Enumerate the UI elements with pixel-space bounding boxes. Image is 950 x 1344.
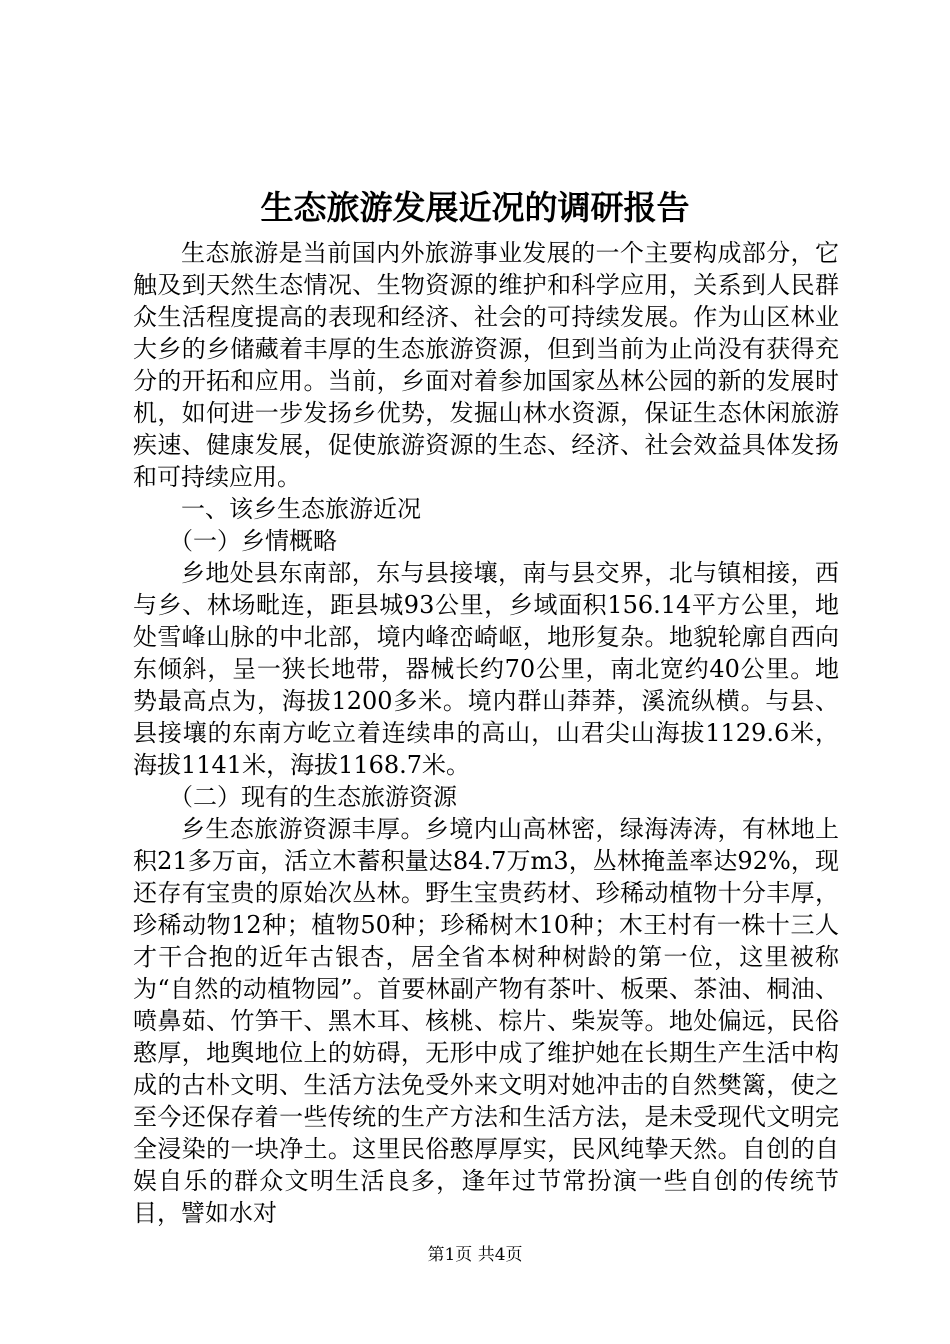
- subsection-heading-2: （二）现有的生态旅游资源: [169, 783, 457, 811]
- subsection-heading-1: （一）乡情概略: [169, 527, 337, 555]
- document-body: [133, 237, 839, 1229]
- intro-paragraph: 生态旅游是当前国内外旅游事业发展的一个主要构成部分，它触及到天然生态情况、生物资源的维护和科学应用，关系到人民群众生活程度提高的表现和经济、社会的可持续发展。作为山区林业大乡的乡储藏着丰厚的生态旅游资源，但到当前为止尚没有获得充分的开拓和应用。当前，乡面对着参加国家丛林公园的新的发展时机，如何进一步发扬乡优势，发掘山林水资源，保证生态休闲旅游疾速、健康发展，促使旅游资源的生态、经济、社会效益具体发扬和可持续应用。: [133, 239, 839, 491]
- page-footer: 第1页 共4页: [427, 1245, 523, 1265]
- resources-paragraph: 乡生态旅游资源丰厚。乡境内山高林密，绿海涛涛，有林地上积21多万亩，活立木蓄积量达84.7万m3，丛林掩盖率达92%，现还存有宝贵的原始次丛林。野生宝贵药材、珍稀动植物十分丰厚，珍稀动物12种；植物50种；珍稀树木10种；木王村有一株十三人才干合抱的近年古银杏，居全省本树种树龄的第一位，这里被称为“自然的动植物园”。首要林副产物有茶叶、板栗、茶油、桐油、喷鼻茹、竹笋干、黑木耳、核桃、棕片、柴炭等。地处偏远，民俗憨厚，地舆地位上的妨碍，无形中成了维护她在长期生产生活中构成的古朴文明、生活方法免受外来文明对她冲击的自然樊篱，使之至今还保存着一些传统的生产方法和生活方法，是未受现代文明完全浸染的一块净土。这里民俗憨厚厚实，民风纯挚天然。自创的自娱自乐的群众文明生活良多，逢年过节常扮演一些自创的传统节目，譬如水对: [133, 815, 839, 1227]
- document-title: 生态旅游发展近况的调研报告: [260, 188, 690, 227]
- section-heading-1: 一、该乡生态旅游近况: [181, 495, 421, 523]
- overview-paragraph: 乡地处县东南部，东与县接壤，南与县交界，北与镇相接，西与乡、林场毗连，距县城93公里，乡域面积156.14平方公里，地处雪峰山脉的中北部，境内峰峦崎岖，地形复杂。地貌轮廓自西向东倾斜，呈一狭长地带，器械长约70公里，南北宽约40公里。地势最高点为，海拔1200多米。境内群山莽莽，溪流纵横。与县、县接壤的东南方屹立着连续串的高山，山君尖山海拔1129.6米，海拔1141米，海拔1168.7米。: [133, 559, 839, 779]
